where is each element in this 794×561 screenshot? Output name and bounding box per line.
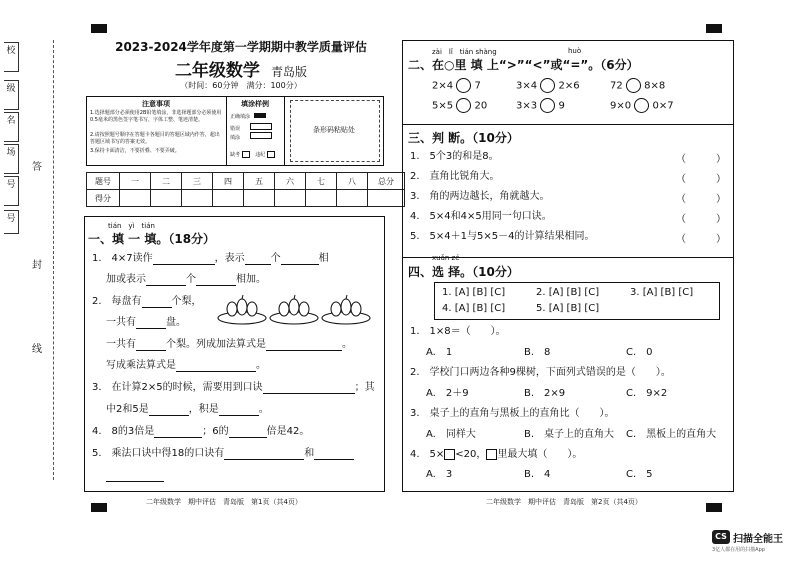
answer-paren[interactable]: （ ） bbox=[676, 194, 726, 205]
pinyin: xuǎn zé bbox=[432, 254, 460, 262]
section-3-title: 三、判 断。（10分） bbox=[408, 131, 519, 145]
section-4-title: 四、选 择。（10分） bbox=[408, 265, 519, 279]
binding-cell: 场 bbox=[4, 144, 19, 174]
compare-circle[interactable] bbox=[540, 98, 555, 113]
choice-option: A. 同样大 bbox=[426, 429, 476, 440]
answer-paren[interactable]: （ ） bbox=[676, 214, 726, 225]
binding-note: 线 bbox=[32, 344, 42, 355]
fill-correct-label: 正确填涂 bbox=[230, 114, 251, 120]
score-header-cell: 八 bbox=[337, 173, 368, 190]
answer-choice[interactable]: 4. [A] [B] [C] bbox=[442, 303, 506, 314]
text: 2. 每盘有 bbox=[92, 296, 142, 307]
edition: 青岛版 bbox=[271, 65, 308, 79]
blank-box[interactable] bbox=[486, 449, 497, 460]
text: 1. 4×7读作 bbox=[92, 253, 153, 264]
choice-option: C. 0 bbox=[626, 347, 653, 358]
exam-title: 2023-2024学年度第一学期期中教学质量评估 bbox=[115, 40, 367, 54]
compare-circle[interactable] bbox=[634, 98, 649, 113]
expr-right: 20 bbox=[474, 100, 488, 112]
answer-choice[interactable]: 3. [A] [B] [C] bbox=[630, 287, 694, 298]
section-1-title: 一、填 一 填。（18分） bbox=[88, 232, 216, 246]
expr-right: 9 bbox=[558, 100, 565, 112]
score-cell[interactable]: 得分 bbox=[87, 190, 120, 207]
binding-cell: 号 bbox=[4, 210, 19, 234]
choice-option: B. 8 bbox=[524, 347, 551, 358]
scanner-logo: CS bbox=[712, 530, 730, 544]
score-header-cell: 七 bbox=[306, 173, 337, 190]
text: 个 bbox=[270, 253, 281, 264]
expr-left: 3×4 bbox=[516, 80, 538, 92]
expr-right: 2×6 bbox=[558, 80, 580, 92]
answer-choice[interactable]: 1. [A] [B] [C] bbox=[442, 287, 506, 298]
choice-option: A. 1 bbox=[426, 347, 453, 358]
score-header-cell: 六 bbox=[275, 173, 306, 190]
discipline-label: 违纪 bbox=[255, 152, 266, 158]
score-header-cell: 二 bbox=[151, 173, 182, 190]
expr-left: 72 bbox=[610, 80, 623, 92]
text: 加或表示 bbox=[106, 274, 146, 285]
absent-label: 缺考 bbox=[230, 152, 241, 158]
corner-mark bbox=[91, 24, 107, 33]
choice-question-3: 3. 桌子上的直角与黑板上的直角比（ ）。 bbox=[410, 408, 615, 419]
judge-item: 3. 角的两边越长，角就越大。 bbox=[410, 191, 550, 202]
text: 4. 5× bbox=[410, 449, 445, 460]
corner-mark bbox=[706, 24, 722, 33]
choice-option: C. 5 bbox=[626, 469, 653, 480]
choice-option: C. 黑板上的直角大 bbox=[626, 429, 717, 440]
compare-item bbox=[432, 78, 481, 93]
choice-question-1: 1. 1×8＝（ ）。 bbox=[410, 326, 506, 337]
choice-question-2: 2. 学校门口两边各种9棵树，下面列式错误的是（ ）。 bbox=[410, 367, 671, 378]
expr-left: 9×0 bbox=[610, 100, 632, 112]
compare-item bbox=[516, 78, 580, 93]
text: ，表示 bbox=[214, 253, 245, 264]
answer-choice[interactable]: 2. [A] [B] [C] bbox=[536, 287, 600, 298]
binding-note: 封 bbox=[32, 260, 42, 271]
pinyin: zài lǐ tián shàng bbox=[432, 48, 497, 56]
score-header-cell: 一 bbox=[120, 173, 151, 190]
notice-item: 2.请按照题号顺序在答题卡各题目的答题区域内作答，超出答题区域书写的答案无效。 bbox=[90, 132, 220, 145]
corner-mark bbox=[91, 503, 107, 512]
time-info: （时间：60分钟 满分：100分） bbox=[180, 81, 302, 90]
text: 一共有 bbox=[106, 339, 136, 350]
subject: 二年级数学 bbox=[174, 61, 260, 81]
text: 4. 8的3倍是 bbox=[92, 426, 155, 437]
fill-wrong2-label: 填涂 bbox=[230, 135, 241, 141]
choice-option: A. 3 bbox=[426, 469, 453, 480]
section-divider bbox=[402, 124, 734, 125]
judge-item: 5. 5×4＋1与5×5－4的计算结果相同。 bbox=[410, 231, 595, 242]
expr-right: 8×8 bbox=[644, 80, 666, 92]
judge-item: 1. 5个3的和是8。 bbox=[410, 151, 499, 162]
text: <20， bbox=[455, 449, 487, 460]
text: 相 bbox=[318, 253, 329, 264]
text: 相加。 bbox=[236, 274, 266, 285]
compare-circle[interactable] bbox=[456, 78, 471, 93]
judge-item: 2. 直角比锐角大。 bbox=[410, 171, 500, 182]
binding-cell: 号 bbox=[4, 176, 19, 206]
notice-item: 1.选择题部分必须使用2B铅笔填涂，非选择题部分必须使用0.5毫米的黑色签字笔书写，字体工整、笔迹清楚。 bbox=[90, 110, 222, 123]
scanner-name: 扫描全能王 bbox=[733, 534, 783, 545]
answer-paren[interactable]: （ ） bbox=[676, 234, 726, 245]
compare-item bbox=[516, 98, 565, 113]
compare-circle[interactable] bbox=[456, 98, 471, 113]
text: 一共有 bbox=[106, 317, 136, 328]
answer-choice[interactable]: 5. [A] [B] [C] bbox=[536, 303, 600, 314]
notice-item: 3.保持卡面清洁，不要折叠、不要弄破。 bbox=[90, 148, 180, 154]
footer-left: 二年级数学 期中评估 青岛版 第1页（共4页） bbox=[146, 498, 302, 506]
fill-example-title: 填涂样例 bbox=[241, 100, 269, 108]
choice-question-4 bbox=[410, 448, 582, 461]
compare-circle[interactable] bbox=[540, 78, 555, 93]
expr-left: 3×3 bbox=[516, 100, 538, 112]
binding-cell: 名 bbox=[4, 112, 19, 142]
text: ；6的 bbox=[202, 426, 229, 437]
section-2-title: 二、在○里 填 上“>”“<”或“=”。（6分） bbox=[408, 58, 639, 72]
blank-box[interactable] bbox=[444, 449, 455, 460]
answer-paren[interactable]: （ ） bbox=[676, 174, 726, 185]
left-section-frame bbox=[84, 216, 385, 492]
notice-title: 注意事项 bbox=[142, 100, 170, 108]
score-header-cell: 五 bbox=[244, 173, 275, 190]
score-header-cell: 三 bbox=[182, 173, 213, 190]
expr-right: 7 bbox=[474, 80, 481, 92]
choice-option: A. 2＋9 bbox=[426, 388, 469, 399]
choice-option: B. 2×9 bbox=[524, 388, 566, 399]
text: 里最大填（ ）。 bbox=[497, 449, 583, 460]
text: 个梨， bbox=[171, 296, 202, 307]
choice-option: C. 9×2 bbox=[626, 388, 668, 399]
judge-item: 4. 5×4和4×5用同一句口诀。 bbox=[410, 211, 552, 222]
score-header-cell: 总分 bbox=[368, 173, 405, 190]
score-header-cell: 题号 bbox=[87, 173, 120, 190]
text: 5. 乘法口诀中得18的口诀有 bbox=[92, 448, 225, 459]
text: ；其 bbox=[354, 382, 375, 393]
binding-cell: 级 bbox=[4, 80, 19, 110]
text: 。 bbox=[258, 404, 269, 415]
compare-circle[interactable] bbox=[626, 78, 641, 93]
compare-item bbox=[610, 78, 665, 93]
fill-wrong-label: 错误 bbox=[230, 126, 241, 132]
choice-option: B. 4 bbox=[524, 469, 551, 480]
compare-item bbox=[610, 98, 674, 113]
text: 倍是42。 bbox=[266, 426, 310, 437]
compare-item bbox=[432, 98, 487, 113]
scanner-tagline: 3亿人都在用的扫描App bbox=[712, 547, 765, 553]
expr-left: 5×5 bbox=[432, 100, 454, 112]
text: 。 bbox=[256, 360, 266, 371]
binding-strip bbox=[0, 40, 60, 480]
binding-note: 答 bbox=[32, 162, 42, 173]
text: 盘。 bbox=[166, 317, 186, 328]
choice-option: B. 桌子上的直角大 bbox=[524, 429, 615, 440]
score-header-cell: 四 bbox=[213, 173, 244, 190]
text: 中2和5是 bbox=[106, 404, 149, 415]
binding-cell: 校 bbox=[4, 42, 19, 72]
cut-line bbox=[53, 40, 54, 480]
expr-right: 0×7 bbox=[652, 100, 674, 112]
text: 3. 在计算2×5的时候，需要用到口诀 bbox=[92, 382, 263, 393]
answer-paren[interactable]: （ ） bbox=[676, 154, 726, 165]
barcode-label: 条形码粘贴处 bbox=[313, 126, 355, 134]
text: 和 bbox=[304, 448, 315, 459]
text: 。 bbox=[342, 339, 352, 350]
text: 个 bbox=[186, 274, 196, 285]
expr-left: 2×4 bbox=[432, 80, 454, 92]
footer-right: 二年级数学 期中评估 青岛版 第2页（共4页） bbox=[486, 498, 642, 506]
text: 写成乘法算式是 bbox=[106, 360, 176, 371]
text: 个梨。列成加法算式是 bbox=[166, 339, 266, 350]
pinyin: tián yì tián bbox=[108, 222, 155, 230]
text: ，积是 bbox=[188, 404, 219, 415]
pinyin: huò bbox=[568, 47, 582, 55]
corner-mark bbox=[706, 503, 722, 512]
